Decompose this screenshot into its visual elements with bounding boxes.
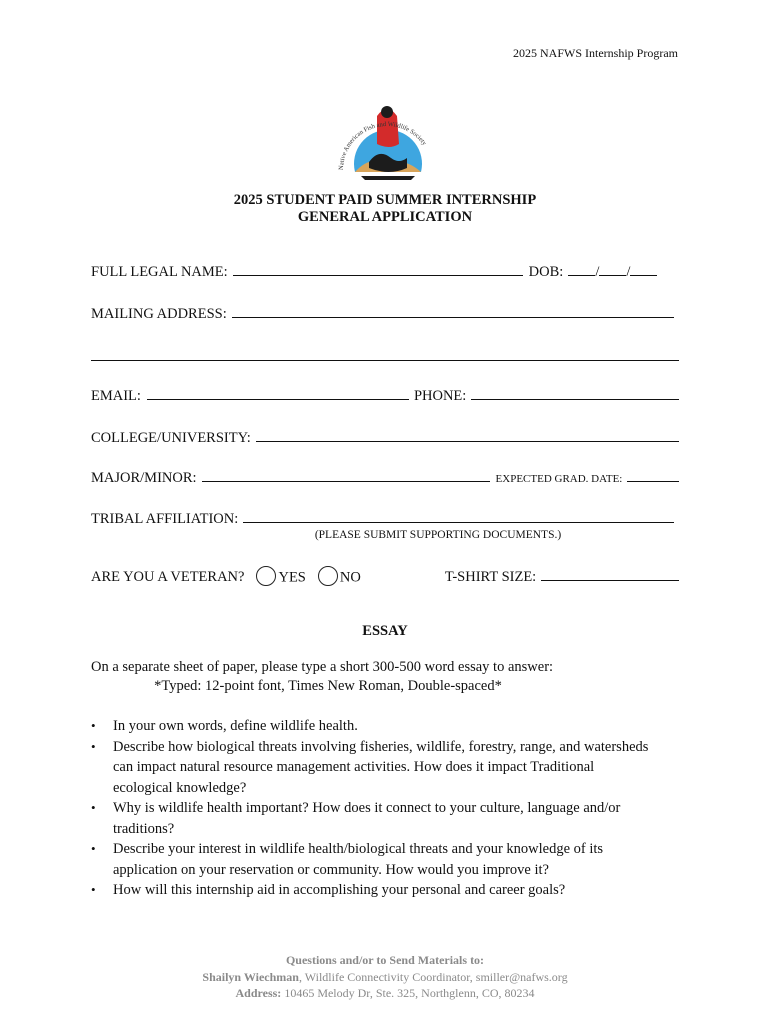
form-title-line1: 2025 STUDENT PAID SUMMER INTERNSHIP: [233, 192, 537, 208]
tshirt-label: T-SHIRT SIZE:: [444, 569, 537, 585]
email-phone-row: [91, 385, 679, 405]
veteran-no-radio[interactable]: [318, 566, 338, 586]
major-field[interactable]: [202, 467, 490, 482]
phone-field[interactable]: [471, 385, 679, 400]
major-grad-row: [91, 467, 679, 487]
list-item: • How will this internship aid in accomplishing your personal and career goals?: [91, 880, 651, 901]
address-label: MAILING ADDRESS:: [91, 306, 227, 322]
essay-questions: [91, 716, 651, 901]
logo-head: [381, 106, 393, 118]
tribal-field[interactable]: [243, 508, 674, 523]
tribal-note: (PLEASE SUBMIT SUPPORTING DOCUMENTS.): [314, 529, 562, 541]
name-label: FULL LEGAL NAME:: [91, 264, 228, 280]
address-field[interactable]: [232, 303, 674, 318]
address-line-2-field[interactable]: [91, 346, 679, 361]
list-item: • In your own words, define wildlife health.: [91, 716, 651, 737]
email-field[interactable]: [147, 385, 409, 400]
veteran-no-label: NO: [339, 569, 361, 585]
logo-ring-text: Native American Fish and Wildlife Society: [337, 120, 428, 171]
essay-intro: On a separate sheet of paper, please type a short 300-500 word essay to answer:: [91, 659, 554, 675]
major-label: MAJOR/MINOR:: [91, 470, 197, 486]
address-value-footer: 10465 Melody Dr, Ste. 325, Northglenn, CO, 80234: [281, 986, 535, 1000]
veteran-yes-option[interactable]: [256, 568, 305, 588]
form-title-line2: GENERAL APPLICATION: [297, 209, 473, 225]
dob-separator: /: [595, 264, 600, 280]
email-label: EMAIL:: [91, 388, 141, 404]
header-program: 2025 NAFWS Internship Program: [513, 46, 678, 60]
veteran-no-option[interactable]: [318, 568, 361, 588]
tribal-row: [91, 508, 679, 528]
nafws-logo: [333, 92, 441, 188]
dob-year-field[interactable]: [630, 261, 657, 276]
name-field[interactable]: [233, 261, 523, 276]
college-field[interactable]: [256, 427, 679, 442]
essay-format: *Typed: 12-point font, Times New Roman, Double-spaced*: [154, 678, 502, 694]
college-label: COLLEGE/UNIVERSITY:: [91, 430, 251, 446]
footer: [0, 952, 770, 1002]
college-row: [91, 427, 679, 447]
list-item: • Why is wildlife health important? How does it connect to your culture, language and/or traditions?: [91, 798, 651, 839]
veteran-yes-radio[interactable]: [256, 566, 276, 586]
contact-details: , Wildlife Connectivity Coordinator, smiller@nafws.org: [298, 969, 568, 984]
grad-date-label: EXPECTED GRAD. DATE:: [495, 473, 623, 485]
logo-ground: [361, 176, 415, 180]
name-dob-row: [91, 261, 679, 281]
veteran-label: ARE YOU A VETERAN?: [91, 569, 245, 585]
footer-heading: Questions and/or to Send Materials to:: [285, 953, 485, 967]
grad-date-field[interactable]: [627, 467, 679, 482]
list-item: • Describe how biological threats involving fisheries, wildlife, forestry, range, and watersheds can impact natural resource management activities. How does it impact Traditional ecological knowledge?: [91, 737, 651, 799]
dob-separator: /: [626, 264, 631, 280]
address-row: [91, 303, 679, 323]
dob-day-field[interactable]: [599, 261, 626, 276]
contact-name: Shailyn Wiechman: [202, 969, 299, 984]
list-item: • Describe your interest in wildlife health/biological threats and your knowledge of its application on your reservation or community. How would you improve it?: [91, 839, 651, 880]
address-label-footer: Address:: [235, 986, 282, 1000]
phone-label: PHONE:: [413, 388, 467, 404]
veteran-tshirt-row: [91, 566, 679, 588]
dob-month-field[interactable]: [568, 261, 595, 276]
essay-heading: ESSAY: [362, 623, 408, 639]
veteran-yes-label: YES: [278, 569, 306, 585]
tshirt-field[interactable]: [541, 566, 679, 581]
tribal-label: TRIBAL AFFILIATION:: [91, 511, 239, 527]
dob-label: DOB:: [528, 264, 564, 280]
